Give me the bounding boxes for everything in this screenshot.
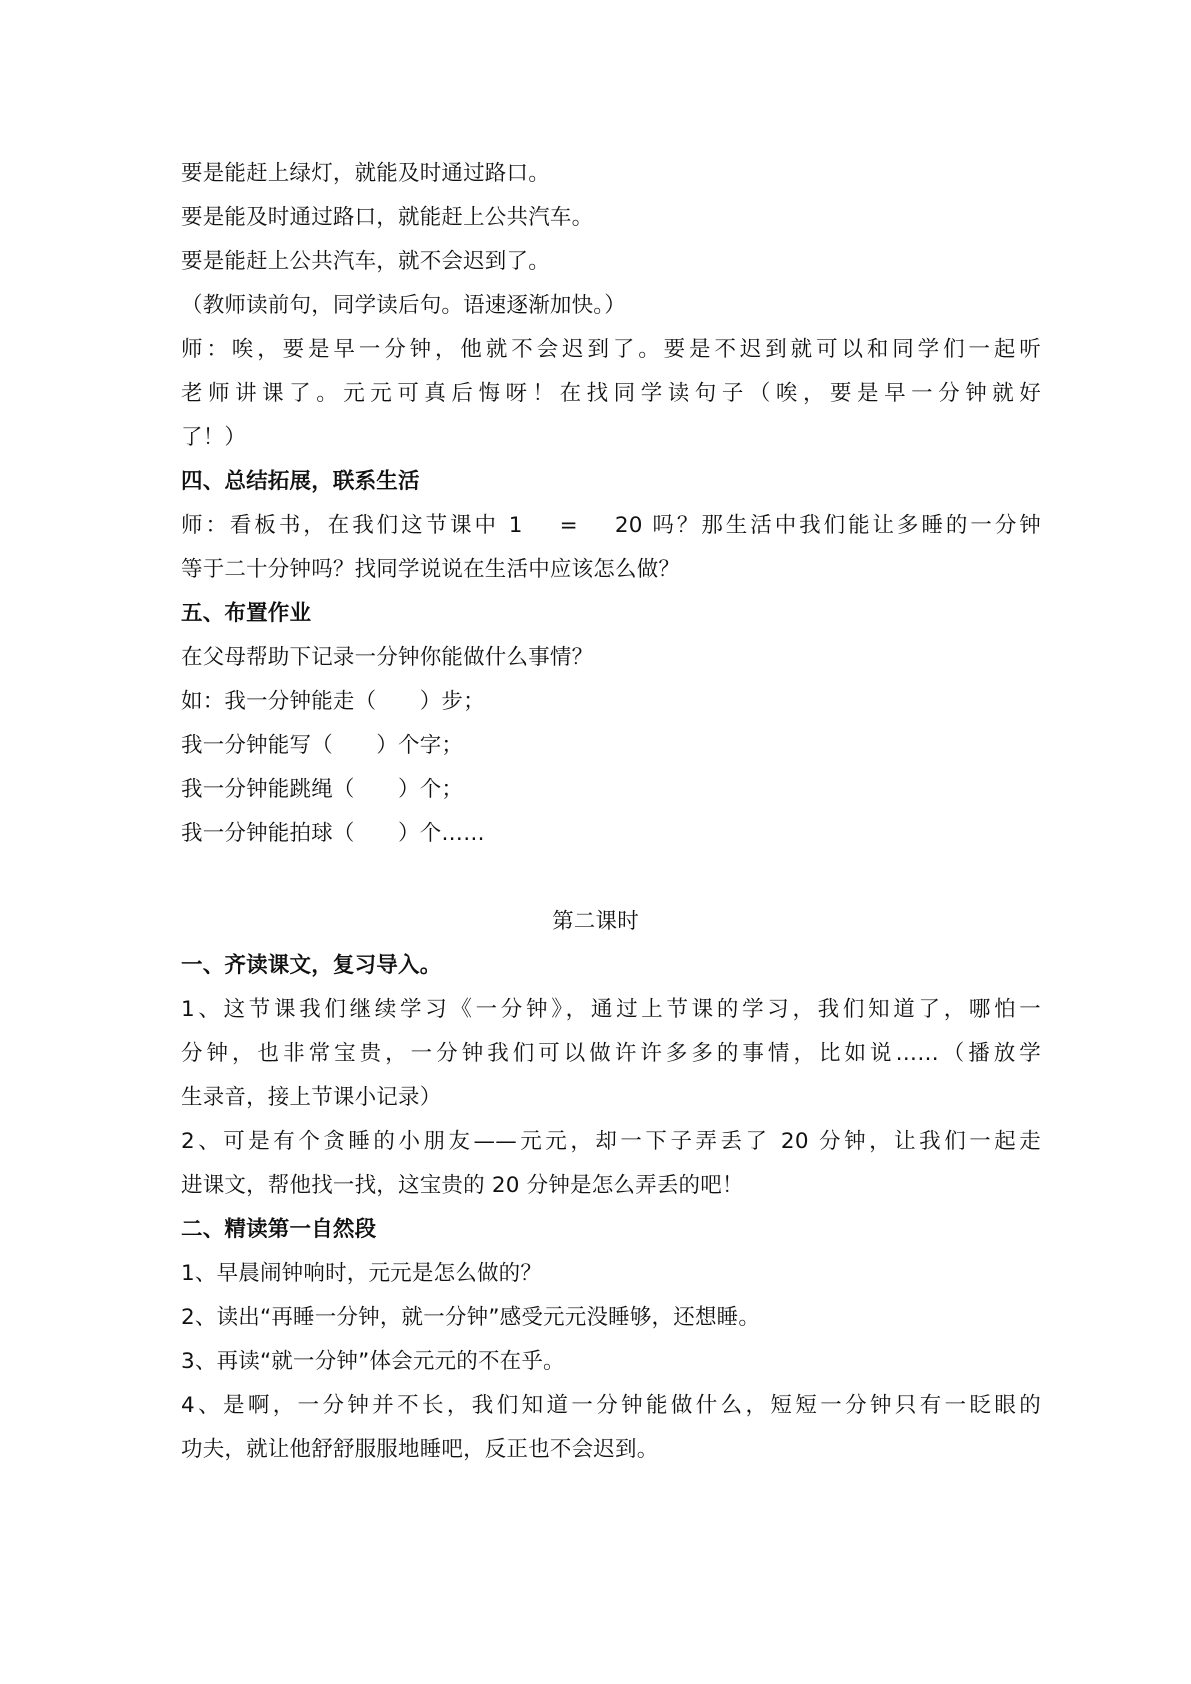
paragraph-line: 分钟，也非常宝贵，一分钟我们可以做许许多多的事情，比如说……（播放学 — [181, 1041, 1041, 1066]
paragraph-line: 1、早晨闹钟响时，元元是怎么做的？ — [181, 1261, 543, 1286]
paragraph-line: 老师讲课了。元元可真后悔呀！在找同学读句子（唉，要是早一分钟就好 — [181, 381, 1041, 406]
paragraph-line: 我一分钟能写（ ）个字； — [181, 733, 464, 758]
paragraph-line: 生录音，接上节课小记录） — [181, 1085, 442, 1110]
paragraph-line: 了！） — [181, 425, 247, 450]
paragraph-line: 师：看板书，在我们这节课中 1 = 20 吗？那生活中我们能让多睡的一分钟 — [181, 513, 1041, 538]
paragraph-line: 1、这节课我们继续学习《一分钟》，通过上节课的学习，我们知道了，哪怕一 — [181, 997, 1041, 1022]
paragraph-line: 我一分钟能跳绳（ ）个； — [181, 777, 464, 802]
paragraph-line: 功夫，就让他舒舒服服地睡吧，反正也不会迟到。 — [181, 1437, 659, 1462]
section-heading: 四、总结拓展，联系生活 — [181, 469, 420, 494]
paragraph-line: 我一分钟能拍球（ ）个…… — [181, 821, 485, 846]
paragraph-line: （教师读前句，同学读后句。语速逐渐加快。） — [181, 293, 626, 318]
paragraph-line: 进课文，帮他找一找，这宝贵的 20 分钟是怎么弄丢的吧！ — [181, 1173, 744, 1198]
section-heading: 五、布置作业 — [181, 601, 312, 626]
paragraph-line: 师：唉，要是早一分钟，他就不会迟到了。要是不迟到就可以和同学们一起听 — [181, 337, 1041, 362]
paragraph-line: 要是能赶上公共汽车，就不会迟到了。 — [181, 249, 550, 274]
paragraph-line: 等于二十分钟吗？找同学说说在生活中应该怎么做？ — [181, 557, 681, 582]
paragraph-line: 2、可是有个贪睡的小朋友——元元，却一下子弄丢了 20 分钟，让我们一起走 — [181, 1129, 1041, 1154]
paragraph-line: 3、再读“就一分钟”体会元元的不在乎。 — [181, 1349, 565, 1374]
paragraph-line: 如：我一分钟能走（ ）步； — [181, 689, 485, 714]
lesson-title: 第二课时 — [552, 909, 639, 934]
section-heading: 二、精读第一自然段 — [181, 1217, 377, 1242]
paragraph-line: 在父母帮助下记录一分钟你能做什么事情？ — [181, 645, 594, 670]
paragraph-line: 2、读出“再睡一分钟，就一分钟”感受元元没睡够，还想睡。 — [181, 1305, 761, 1330]
paragraph-line: 要是能及时通过路口，就能赶上公共汽车。 — [181, 205, 594, 230]
paragraph-line: 4、是啊，一分钟并不长，我们知道一分钟能做什么，短短一分钟只有一眨眼的 — [181, 1393, 1041, 1418]
paragraph-line: 要是能赶上绿灯，就能及时通过路口。 — [181, 161, 550, 186]
section-heading: 一、齐读课文，复习导入。 — [181, 953, 442, 978]
